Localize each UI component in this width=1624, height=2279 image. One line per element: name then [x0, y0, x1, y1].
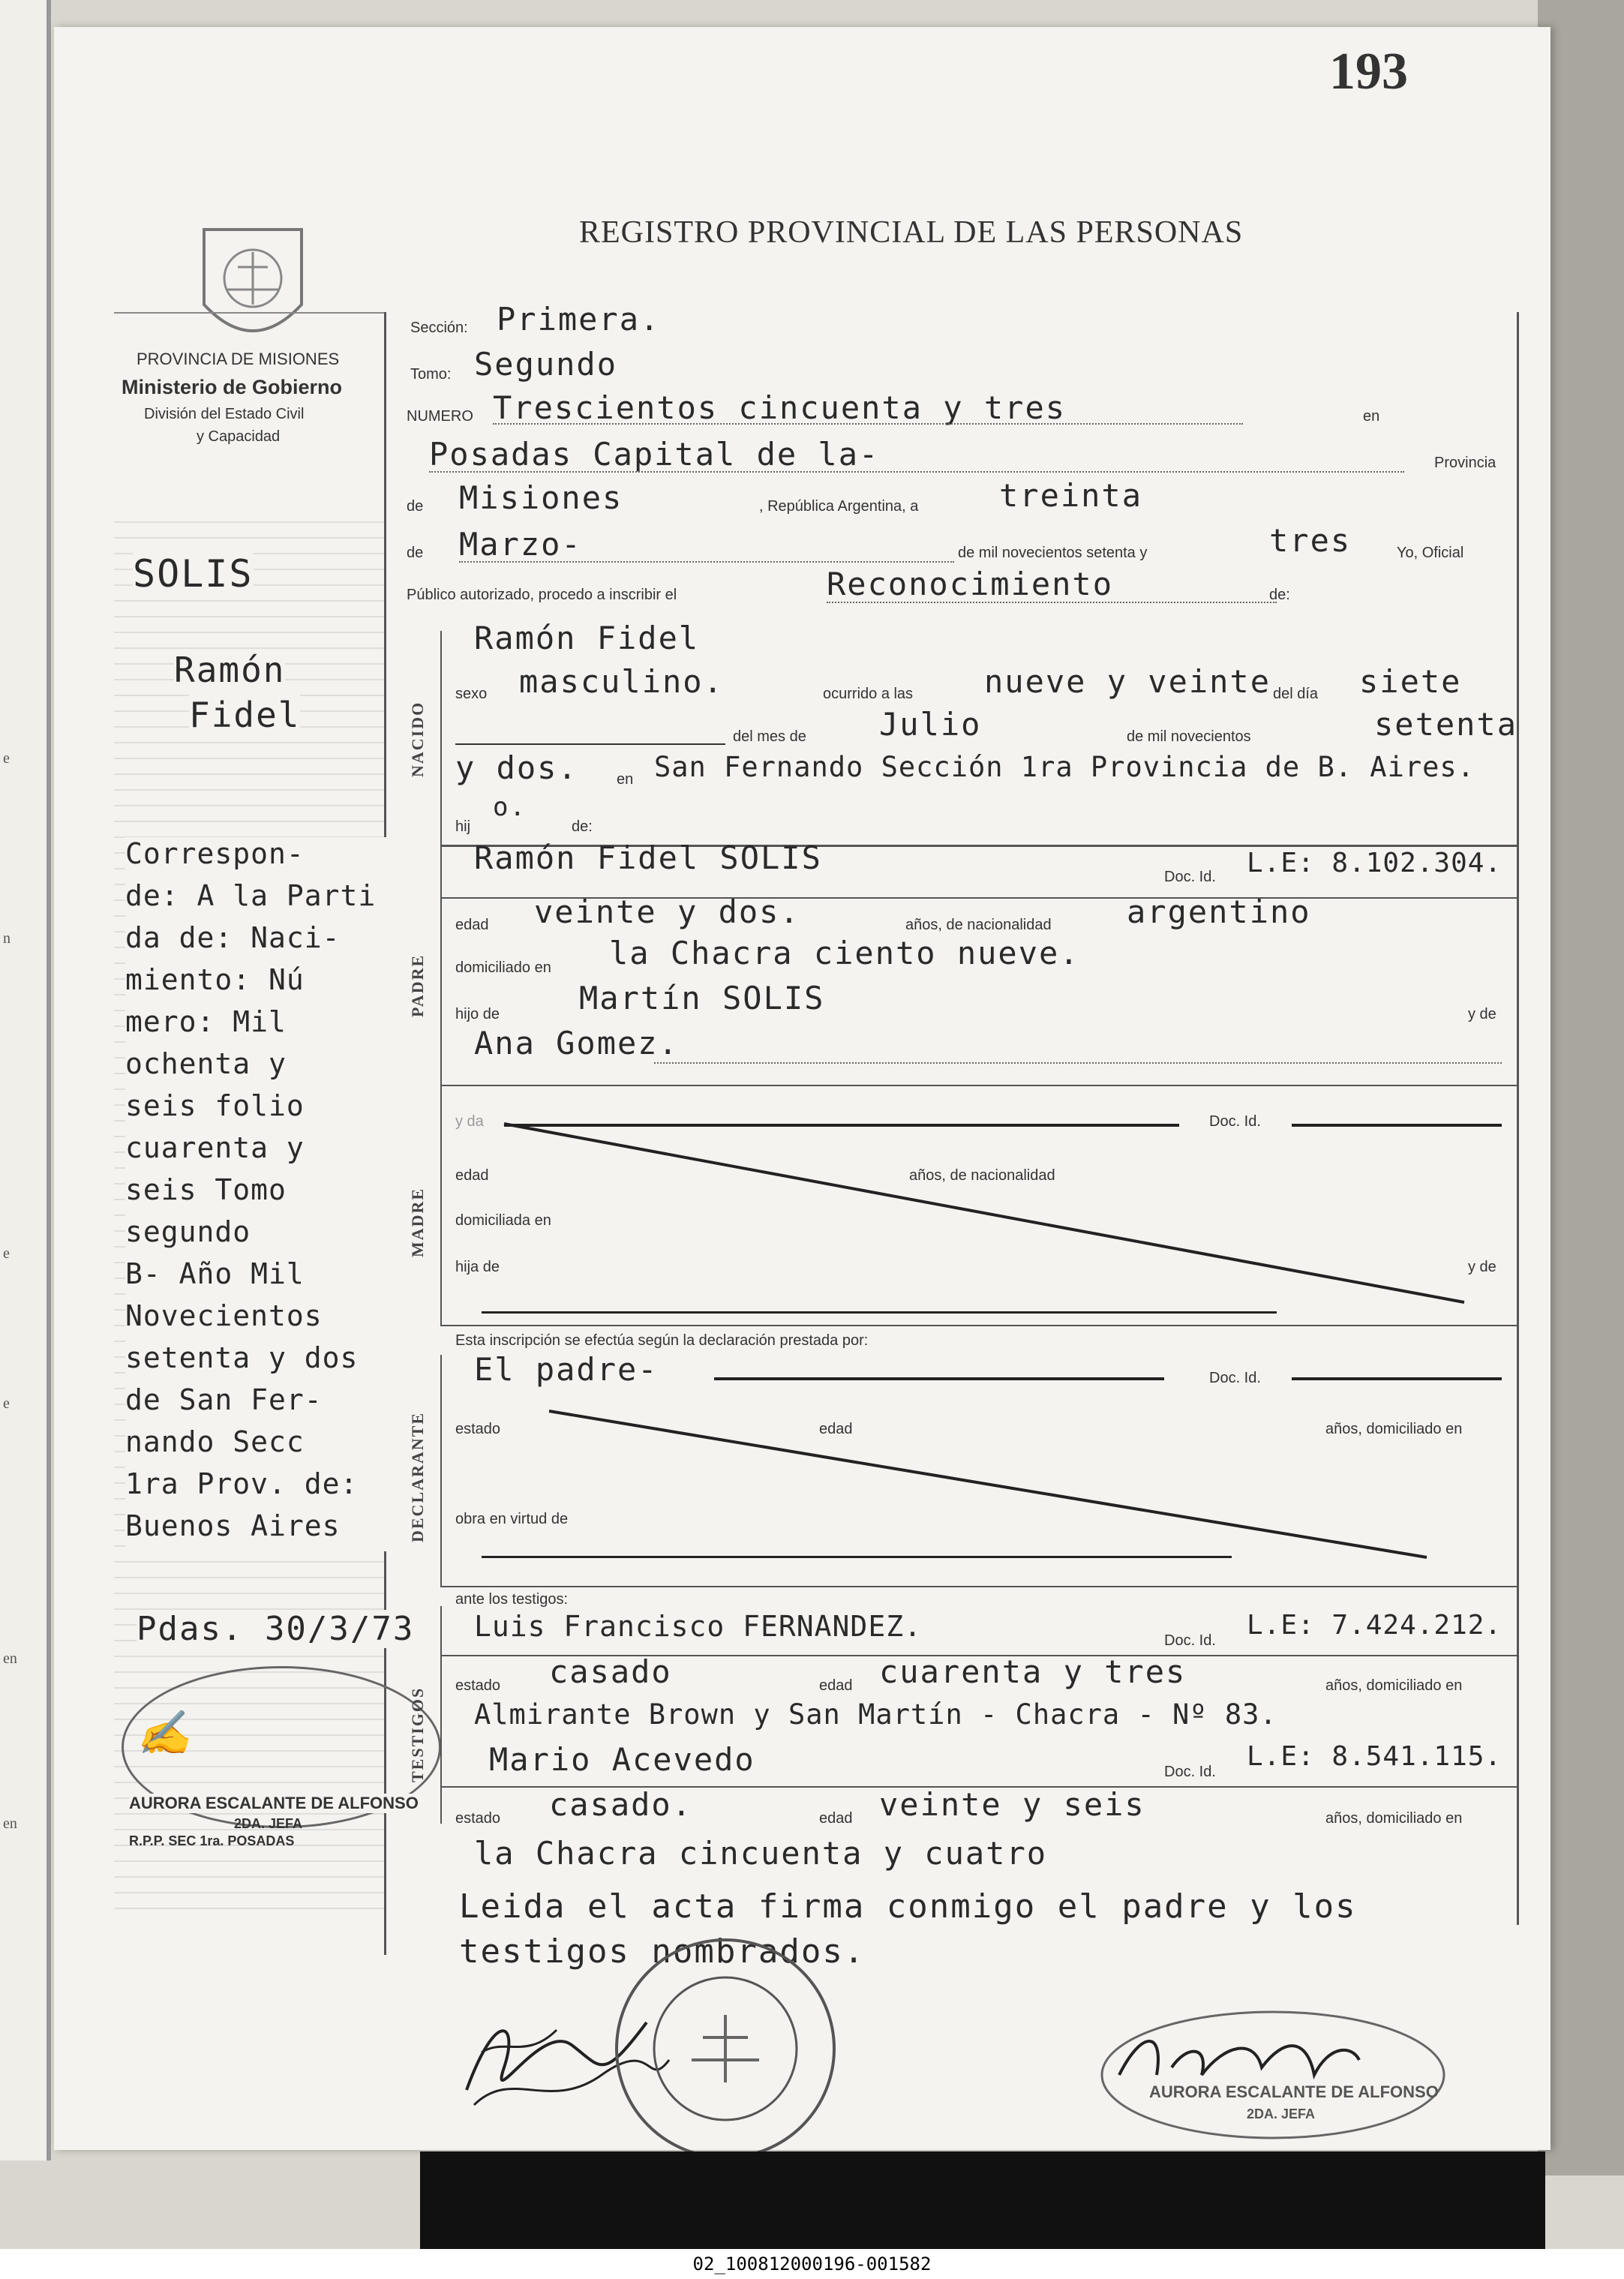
margin-note-line: ochenta y	[125, 1047, 287, 1080]
page-fragment: e	[3, 1245, 10, 1262]
margin-given-names-1: Ramón	[174, 650, 286, 690]
testigo1-dom-value: Almirante Brown y San Martín - Chacra - Nº 83.	[474, 1698, 1277, 1731]
label-padre-y-de: y de	[1468, 1006, 1496, 1022]
closing-line-1: Leida el acta firma conmigo el padre y los	[459, 1887, 1357, 1926]
label-hij: hij	[455, 818, 471, 835]
previous-page-edge	[0, 0, 51, 2160]
mes-nac-value: Julio	[879, 706, 982, 743]
testigo1-nombre: Luis Francisco FERNANDEZ.	[474, 1610, 922, 1643]
testigo1-doc-value: L.E: 7.424.212.	[1247, 1610, 1502, 1641]
image-caption: 02_100812000196-001582	[0, 2249, 1624, 2279]
margin-note-line: 1ra Prov. de:	[125, 1467, 359, 1500]
page-number: 193	[1329, 43, 1408, 101]
label-madre-hija-de: hija de	[455, 1259, 500, 1275]
testigo2-dom-value: la Chacra cincuenta y cuatro	[474, 1835, 1048, 1872]
testigo2-edad-value: veinte y seis	[879, 1786, 1145, 1823]
margin-note-line: da de: Naci-	[125, 921, 341, 954]
label-provincia: Provincia	[1434, 455, 1496, 471]
label-en-nac: en	[617, 771, 634, 788]
margin-note-line: seis Tomo	[125, 1173, 287, 1206]
book-spine	[1538, 0, 1624, 2175]
label-padre-hijo-de: hijo de	[455, 1006, 500, 1022]
label-sexo: sexo	[455, 686, 488, 702]
padre-doc-value: L.E: 8.102.304.	[1247, 848, 1502, 878]
margin-note-line: B- Año Mil	[125, 1257, 305, 1290]
anio-nac-value-2: y dos.	[455, 749, 578, 786]
label-declarante-doc: Doc. Id.	[1209, 1370, 1261, 1386]
label-padre-edad: edad	[455, 917, 489, 933]
margin-note-line: nando Secc	[125, 1425, 305, 1458]
margin-note-line: Correspon-	[125, 837, 305, 870]
lugar-value: Posadas Capital de la-	[429, 436, 880, 473]
margin-given-names-2: Fidel	[189, 695, 301, 735]
page-fragment: e	[3, 750, 10, 767]
testigo1-estado-value: casado	[549, 1653, 672, 1690]
page-fragment: n	[3, 930, 11, 947]
label-declarante-section: DECLARANTE	[408, 1411, 427, 1542]
stamp-office: R.P.P. SEC 1ra. POSADAS	[129, 1833, 295, 1848]
label-de-mil: de mil novecientos	[1127, 728, 1251, 745]
lugar-nac-value: San Fernando Sección 1ra Provincia de B. Aires.	[654, 751, 1475, 783]
margin-note-line: mero: Mil	[125, 1005, 287, 1038]
seccion-value: Primera.	[497, 301, 661, 338]
dia-value: treinta	[999, 477, 1143, 514]
margin-note-line: de: A la Parti	[125, 879, 377, 912]
label-republica: , República Argentina, a	[759, 498, 919, 515]
label-madre-doc: Doc. Id.	[1209, 1113, 1261, 1130]
padre-madre-value: Ana Gomez.	[474, 1025, 679, 1061]
label-ocurrido: ocurrido a las	[823, 686, 914, 702]
office-capacity: y Capacidad	[197, 428, 281, 445]
testigo2-doc-value: L.E: 8.541.115.	[1247, 1741, 1502, 1772]
label-numero: NUMERO	[407, 408, 473, 425]
padre-edad-value: veinte y dos.	[534, 893, 800, 930]
acto-value: Reconocimiento	[827, 566, 1114, 602]
officer-stamp-name: AURORA ESCALANTE DE ALFONSO	[1149, 2082, 1439, 2101]
label-yo-oficial: Yo, Oficial	[1397, 545, 1464, 561]
registry-circular-seal	[609, 1932, 842, 2165]
label-testigo1-edad: edad	[819, 1677, 853, 1694]
label-de-colon: de:	[1269, 587, 1290, 603]
stamp-signature: ✍	[137, 1707, 191, 1758]
label-testigos-section: TESTIGOS	[408, 1686, 427, 1782]
registry-title: REGISTRO PROVINCIAL DE LAS PERSONAS	[579, 215, 1244, 250]
label-testigo1-dom: años, domiciliado en	[1325, 1677, 1463, 1694]
margin-note-line: de San Fer-	[125, 1383, 323, 1416]
label-madre-y-da: y da	[455, 1113, 484, 1130]
section-divider	[440, 1606, 442, 1824]
label-madre-dom: domiciliada en	[455, 1212, 551, 1229]
label-de-hij: de:	[572, 818, 593, 835]
officer-stamp-title: 2DA. JEFA	[1247, 2106, 1316, 2121]
page-fragment: en	[3, 1650, 17, 1667]
stamp-name: AURORA ESCALANTE DE ALFONSO	[129, 1794, 419, 1812]
label-testigo1-estado: estado	[455, 1677, 501, 1694]
label-del-mes: del mes de	[733, 728, 806, 745]
label-declarante-obra: obra en virtud de	[455, 1511, 569, 1527]
label-padre-nac: años, de nacionalidad	[905, 917, 1052, 933]
nacido-nombre: Ramón Fidel	[474, 620, 700, 656]
office-division: División del Estado Civil	[144, 406, 305, 422]
margin-surname: SOLIS	[133, 552, 254, 596]
label-del-dia: del día	[1273, 686, 1319, 702]
label-madre-nac: años, de nacionalidad	[909, 1167, 1055, 1184]
stamp-title: 2DA. JEFA	[234, 1816, 303, 1831]
label-madre-edad: edad	[455, 1167, 489, 1184]
label-padre-doc: Doc. Id.	[1164, 869, 1216, 885]
office-ministry: Ministerio de Gobierno	[122, 376, 343, 398]
numero-value: Trescientos cincuenta y tres	[493, 389, 1067, 426]
margin-note-line: Buenos Aires	[125, 1509, 341, 1542]
label-testigos: ante los testigos:	[455, 1591, 569, 1608]
dia-nac-value: siete	[1359, 663, 1462, 700]
padre-nombre: Ramón Fidel SOLIS	[474, 839, 822, 876]
padre-dom-value: la Chacra ciento nueve.	[609, 935, 1080, 971]
hij-suffix-value: o.	[493, 792, 527, 822]
testigo1-edad-value: cuarenta y tres	[879, 1653, 1187, 1690]
hora-value: nueve y veinte	[984, 663, 1271, 700]
label-testigo2-edad: edad	[819, 1810, 853, 1827]
testigo2-nombre: Mario Acevedo	[489, 1741, 755, 1778]
margin-note-line: cuarenta y	[125, 1131, 305, 1164]
label-publico: Público autorizado, procedo a inscribir el	[407, 587, 677, 603]
anio-nac-value-1: setenta	[1374, 706, 1518, 743]
label-seccion: Sección:	[410, 320, 468, 336]
margin-note-line: segundo	[125, 1215, 251, 1248]
label-declaracion: Esta inscripción se efectúa según la declaración prestada por:	[455, 1332, 869, 1349]
declarante-value: El padre-	[474, 1351, 659, 1388]
closing-line-2: testigos nombrados.	[459, 1932, 866, 1971]
label-de-mil-nov: de mil novecientos setenta y	[958, 545, 1148, 561]
testigo2-estado-value: casado.	[549, 1786, 693, 1823]
page-fragment: e	[3, 1395, 10, 1412]
label-declarante-edad: edad	[819, 1421, 853, 1437]
declarante-cancellation-diagonal	[54, 27, 1550, 1602]
label-padre-dom: domiciliado en	[455, 959, 551, 976]
label-de-mes: de	[407, 545, 424, 561]
label-declarante-dom: años, domiciliado en	[1325, 1421, 1463, 1437]
section-rule	[440, 1586, 1517, 1587]
office-province: PROVINCIA DE MISIONES	[137, 350, 340, 368]
label-en: en	[1363, 408, 1380, 425]
padre-nac-value: argentino	[1127, 893, 1311, 930]
label-padre-section: PADRE	[408, 953, 427, 1017]
provincia-value: Misiones	[459, 479, 623, 516]
tomo-value: Segundo	[474, 346, 618, 383]
padre-hijo-de-value: Martín SOLIS	[579, 980, 825, 1016]
label-madre-section: MADRE	[408, 1187, 427, 1257]
margin-note-line: Novecientos	[125, 1299, 323, 1332]
label-declarante-estado: estado	[455, 1421, 501, 1437]
label-testigo2-doc: Doc. Id.	[1164, 1764, 1216, 1780]
margin-note-line: setenta y dos	[125, 1341, 359, 1374]
margin-note-line: seis folio	[125, 1089, 305, 1122]
label-testigo2-dom: años, domiciliado en	[1325, 1810, 1463, 1827]
mes-value: Marzo-	[459, 526, 582, 563]
label-testigo1-doc: Doc. Id.	[1164, 1632, 1216, 1649]
anio-value: tres	[1269, 522, 1352, 559]
register-page	[54, 27, 1550, 2150]
margin-date-note: Pdas. 30/3/73	[137, 1610, 415, 1648]
sexo-value: masculino.	[519, 663, 724, 700]
scan-background	[420, 2151, 1545, 2264]
label-nacido-section: NACIDO	[408, 701, 427, 777]
label-madre-y-de: y de	[1468, 1259, 1496, 1275]
page-fragment: en	[3, 1815, 17, 1832]
label-de-prov: de	[407, 498, 424, 515]
label-testigo2-estado: estado	[455, 1810, 501, 1827]
label-tomo: Tomo:	[410, 366, 452, 383]
margin-note-line: miento: Nú	[125, 963, 305, 996]
